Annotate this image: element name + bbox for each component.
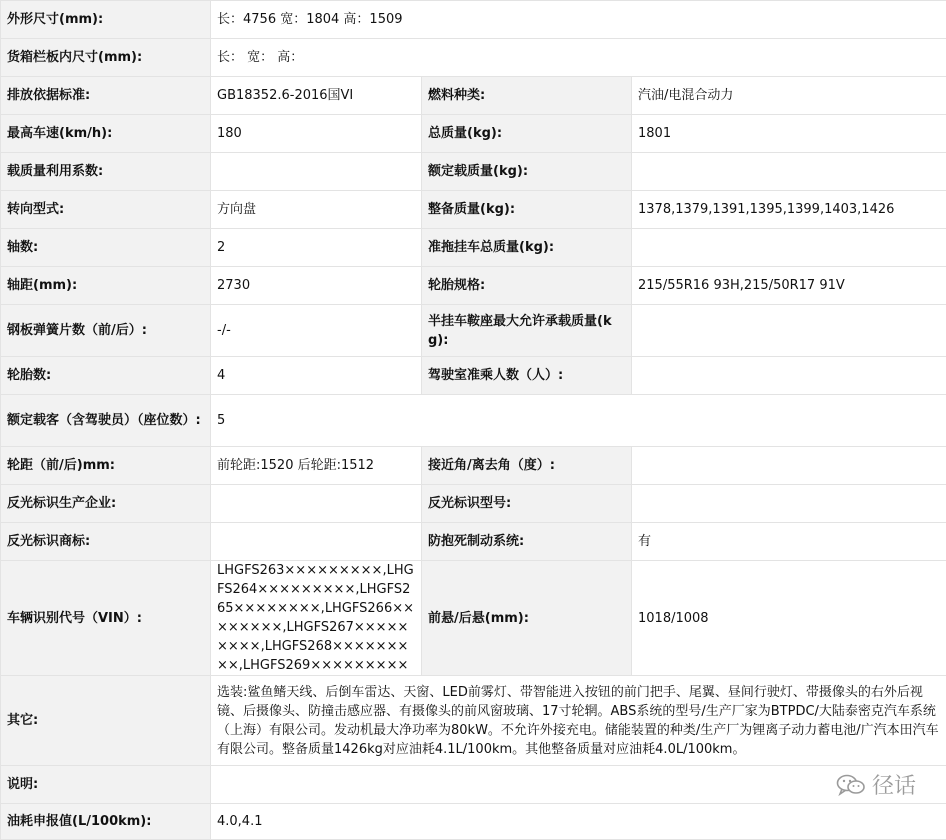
spec-label: 转向型式: xyxy=(1,191,211,229)
table-row xyxy=(1,305,946,357)
spec-value xyxy=(632,153,946,191)
table-row xyxy=(1,766,946,804)
spec-label: 防抱死制动系统: xyxy=(422,523,632,561)
table-row xyxy=(1,191,946,229)
spec-label: 准拖挂车总质量(kg): xyxy=(422,229,632,267)
spec-value: 汽油/电混合动力 xyxy=(632,77,946,115)
table-row xyxy=(1,39,946,77)
spec-value: 前轮距:1520 后轮距:1512 xyxy=(211,447,422,485)
spec-value xyxy=(211,523,422,561)
spec-label: 车辆识别代号（VIN）: xyxy=(1,561,211,676)
spec-label: 最高车速(km/h): xyxy=(1,115,211,153)
spec-label: 总质量(kg): xyxy=(422,115,632,153)
spec-value: GB18352.6-2016国VI xyxy=(211,77,422,115)
spec-value xyxy=(632,485,946,523)
spec-label: 轴距(mm): xyxy=(1,267,211,305)
spec-value: 有 xyxy=(632,523,946,561)
spec-value: 选装:鲨鱼鳍天线、后倒车雷达、天窗、LED前雾灯、带智能进入按钮的前门把手、尾翼、昼间行驶灯、带摄像头的右外后视镜、后摄像头、防撞击感应器、有摄像头的前风窗玻璃、17寸轮辋。ABS系统的型号/生产厂家为BTPDC/大陆泰密克汽车系统（上海）有限公司。发动机最大净功率为80kW。不允许外接充电。储能装置的种类/生产厂为锂离子动力蓄电池/广汽本田汽车有限公司。整备质量1426kg对应油耗4.1L/100km。其他整备质量对应油耗4.0L/100km。 xyxy=(211,676,946,766)
spec-value: 1378,1379,1391,1395,1399,1403,1426 xyxy=(632,191,946,229)
table-row xyxy=(1,153,946,191)
spec-label: 反光标识生产企业: xyxy=(1,485,211,523)
spec-label: 前悬/后悬(mm): xyxy=(422,561,632,676)
watermark xyxy=(836,769,916,800)
spec-value xyxy=(632,229,946,267)
spec-label: 载质量利用系数: xyxy=(1,153,211,191)
spec-label: 排放依据标准: xyxy=(1,77,211,115)
table-row xyxy=(1,1,946,39)
watermark-text: 径话 xyxy=(872,769,916,800)
spec-label: 轮胎规格: xyxy=(422,267,632,305)
spec-value: 180 xyxy=(211,115,422,153)
spec-value: 4.0,4.1 xyxy=(211,804,946,840)
table-row xyxy=(1,523,946,561)
spec-value xyxy=(211,153,422,191)
spec-label: 半挂车鞍座最大允许承载质量(kg): xyxy=(422,305,632,357)
spec-value: 2 xyxy=(211,229,422,267)
table-row xyxy=(1,357,946,395)
spec-label: 钢板弹簧片数（前/后）: xyxy=(1,305,211,357)
spec-label: 整备质量(kg): xyxy=(422,191,632,229)
spec-label: 说明: xyxy=(1,766,211,804)
spec-label: 油耗申报值(L/100km): xyxy=(1,804,211,840)
spec-label: 额定载客（含驾驶员）（座位数）: xyxy=(1,395,211,447)
spec-label: 接近角/离去角（度）: xyxy=(422,447,632,485)
table-row xyxy=(1,676,946,766)
spec-label: 货箱栏板内尺寸(mm): xyxy=(1,39,211,77)
table-row xyxy=(1,229,946,267)
spec-value: 长：4756 宽：1804 高：1509 xyxy=(211,1,946,39)
table-row xyxy=(1,447,946,485)
spec-value: 方向盘 xyxy=(211,191,422,229)
spec-label: 反光标识商标: xyxy=(1,523,211,561)
spec-value: 215/55R16 93H,215/50R17 91V xyxy=(632,267,946,305)
spec-label: 轮距（前/后)mm: xyxy=(1,447,211,485)
spec-value: 4 xyxy=(211,357,422,395)
spec-value: 5 xyxy=(211,395,946,447)
spec-value: 1801 xyxy=(632,115,946,153)
spec-value: 长： 宽： 高： xyxy=(211,39,946,77)
spec-label: 驾驶室准乘人数（人）: xyxy=(422,357,632,395)
table-row xyxy=(1,267,946,305)
spec-value xyxy=(632,357,946,395)
table-row xyxy=(1,395,946,447)
spec-label: 外形尺寸(mm): xyxy=(1,1,211,39)
table-row xyxy=(1,77,946,115)
spec-label: 燃料种类: xyxy=(422,77,632,115)
spec-value: -/- xyxy=(211,305,422,357)
table-row xyxy=(1,804,946,840)
table-row xyxy=(1,561,946,676)
spec-value: 2730 xyxy=(211,267,422,305)
spec-label: 反光标识型号: xyxy=(422,485,632,523)
spec-value xyxy=(211,485,422,523)
wechat-icon xyxy=(836,773,866,797)
table-row xyxy=(1,115,946,153)
spec-label: 轴数: xyxy=(1,229,211,267)
spec-value xyxy=(632,305,946,357)
spec-label: 轮胎数: xyxy=(1,357,211,395)
spec-label: 额定载质量(kg): xyxy=(422,153,632,191)
spec-value xyxy=(632,447,946,485)
spec-value: LHGFS263×××××××××,LHGFS264×××××××××,LHGFS265××××××××,LHGFS266××××××××,LHGFS267×××××××××,LHGFS268×××××××××,LHGFS269××××××××× xyxy=(211,561,422,676)
spec-label: 其它: xyxy=(1,676,211,766)
table-row xyxy=(1,485,946,523)
spec-value: 1018/1008 xyxy=(632,561,946,676)
